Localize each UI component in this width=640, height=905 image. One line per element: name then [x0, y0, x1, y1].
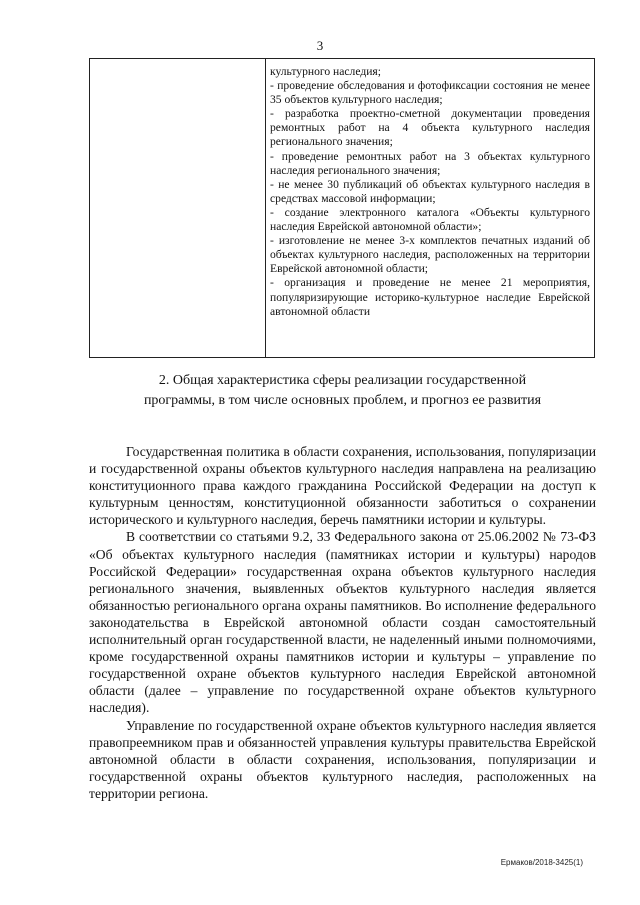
list-item: - организация и проведение не менее 21 мероприятия, популяризирующие историко-культурное наследие Еврейской автономной области: [270, 276, 590, 318]
list-item: - разработка проектно-сметной документации проведения ремонтных работ на 4 объекта культурного наследия регионального значения;: [270, 107, 590, 149]
table-column-divider: [265, 59, 266, 357]
section-heading-line: 2. Общая характеристика сферы реализации государственной: [158, 373, 527, 388]
body-text: [89, 443, 596, 802]
document-code: Ермаков/2018-3425(1): [500, 858, 583, 867]
list-item: - создание электронного каталога «Объекты культурного наследия Еврейской автономной области»;: [270, 205, 590, 234]
paragraph: Государственная политика в области сохранения, использования, популяризации и государственной охраны объектов культурного наследия направлена на реализацию конституционного права каждого гражданина Российской Федерации на доступ к культурным ценностям, конституционной обязанности заботиться о сохранении исторического и культурного наследия, беречь памятники истории и культуры.: [89, 444, 596, 528]
results-table: [89, 58, 595, 358]
page-number: 3: [316, 38, 324, 53]
list-item: - проведение ремонтных работ на 3 объектах культурного наследия регионального значения;: [270, 149, 590, 177]
paragraph: В соответствии со статьями 9.2, 33 Федерального закона от 25.06.2002 № 73-ФЗ «Об объектах культурного наследия (памятниках истории и культуры) народов Российской Федерации» государственная охрана объектов культурного наследия регионального значения, выявленных объектов культурного наследия является обязанностью регионального органа охраны памятников. Во исполнение федерального законодательства в Еврейской автономной области создан самостоятельный исполнительный орган государственной власти, не наделенный иными полномочиями, кроме государственной охраны памятников истории и культуры – управление по государственной охране объектов культурного наследия Еврейской автономной области (далее – управление по государственной охране объектов культурного наследия).: [89, 529, 596, 716]
list-item: - не менее 30 публикаций об объектах культурного наследия в средствах массовой информации;: [270, 177, 590, 205]
list-item: - проведение обследования и фотофиксации состояния не менее 35 объектов культурного наследия;: [270, 79, 590, 107]
results-cell: [270, 65, 590, 319]
section-heading-line: программы, в том числе основных проблем, и прогноз ее развития: [143, 393, 542, 408]
paragraph: Управление по государственной охране объектов культурного наследия является правопреемником прав и обязанностей управления культуры правительства Еврейской автономной области в области сохранения, использования, популяризации и государственной охраны объектов культурного наследия, расположенных на территории региона.: [89, 717, 596, 801]
section-heading: [90, 371, 595, 411]
list-item: - изготовление не менее 3-х комплектов печатных изданий об объектах культурного наследия, расположенных на территории Еврейской автономной области;: [270, 234, 590, 276]
list-item: культурного наследия;: [270, 65, 381, 78]
